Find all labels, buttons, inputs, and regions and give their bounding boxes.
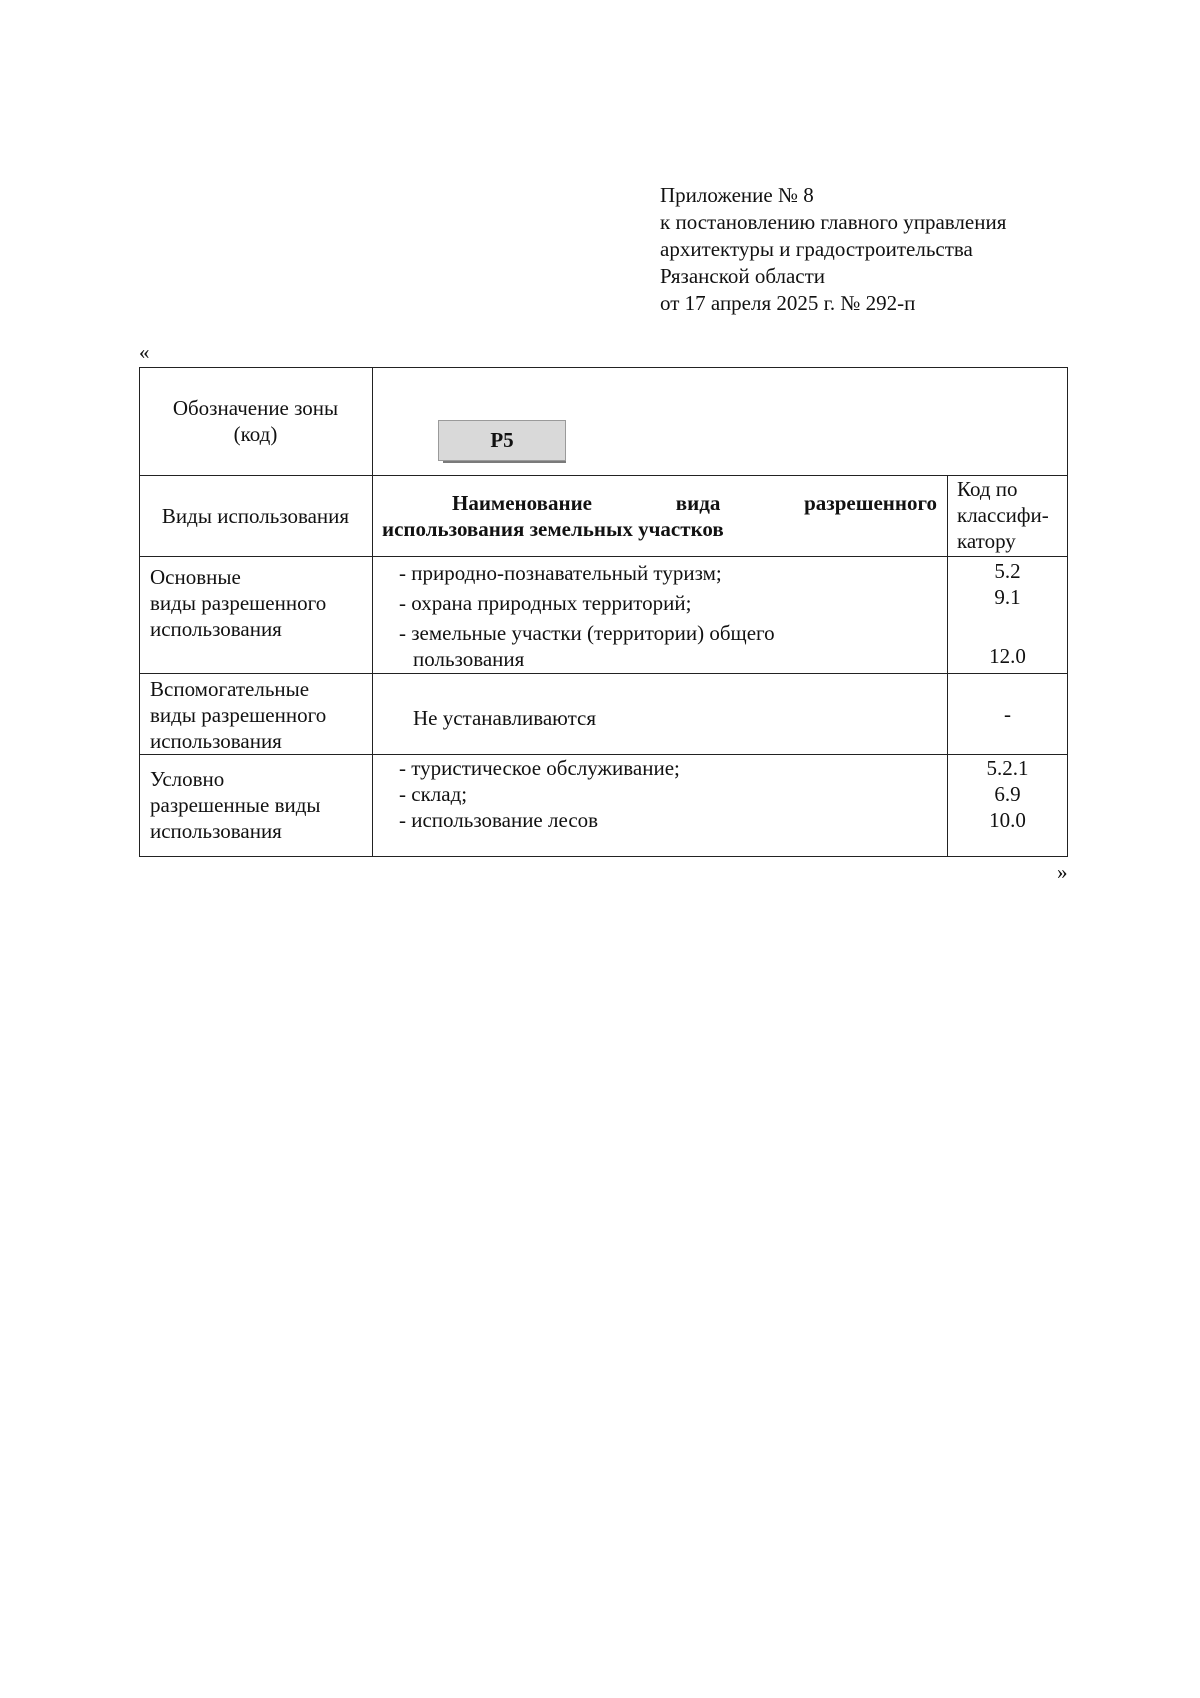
col3-header-line: катору [957,529,1016,553]
closing-quote: » [1057,860,1068,884]
appendix-date-number: от 17 апреля 2025 г. № 292-п [660,291,916,315]
row-type-line: виды разрешенного [150,591,327,615]
table-divider [139,475,1068,476]
list-item: - склад; [399,782,468,806]
list-item: - использование лесов [399,808,599,832]
classifier-code: 5.2 [994,559,1021,583]
row-type-main [150,564,370,642]
table-divider [372,367,373,857]
classifier-code: 9.1 [994,585,1021,609]
classifier-code: 6.9 [994,782,1021,806]
zone-label [139,395,372,447]
col3-header [957,476,1067,554]
classifier-code: 5.2.1 [986,756,1029,780]
row-type-line: Основные [150,565,241,589]
opening-quote: « [139,340,150,364]
col2-header-word: разрешенного [804,491,937,515]
col1-header: Виды использования [161,504,350,528]
row-type-auxiliary [150,676,370,754]
row-type-line: использования [150,617,282,641]
row-items-conditional [399,755,939,833]
row-type-conditional [150,766,370,844]
list-item: - земельные участки (территории) общего [399,621,775,645]
appendix-header [660,182,1006,317]
list-item-continuation: пользования [413,647,525,671]
row-items-main [399,560,939,672]
zone-code: Р5 [490,428,514,452]
table-divider [139,556,1068,557]
row-type-line: Вспомогательные [150,677,310,701]
col3-header-line: Код по [957,477,1018,501]
row-items-auxiliary [413,705,933,731]
appendix-subtitle-line: к постановлению главного управления [660,210,1007,234]
zone-label-line: Обозначение зоны [172,396,339,420]
classifier-code: - [1004,702,1011,726]
col2-header-line2: использования земельных участков [382,517,724,541]
row-codes-conditional [947,755,1068,833]
zone-label-line: (код) [233,422,278,446]
appendix-title: Приложение № 8 [660,183,814,207]
row-codes-main [947,558,1068,669]
row-type-line: Условно [150,767,225,791]
row-type-line: использования [150,729,282,753]
list-item: - туристическое обслуживание; [399,756,680,780]
col3-header-line: классифи- [957,503,1049,527]
row-type-line: разрешенные виды [150,793,321,817]
zone-code-box [438,420,566,461]
table-divider [139,673,1068,674]
row-type-line: использования [150,819,282,843]
classifier-code: 10.0 [989,808,1026,832]
col2-header [382,490,937,542]
appendix-subtitle-line: архитектуры и градостроительства [660,237,973,261]
list-item: - охрана природных территорий; [399,591,692,615]
col2-header-line1 [382,490,937,516]
list-item: - природно-познавательный туризм; [399,561,722,585]
appendix-subtitle-line: Рязанской области [660,264,826,288]
row-type-line: виды разрешенного [150,703,327,727]
col2-header-word: Наименование [452,491,592,515]
classifier-code: 12.0 [989,644,1026,668]
zone-code-box-shadow [443,461,566,463]
row-codes-auxiliary [947,701,1068,727]
col2-header-word: вида [675,491,721,515]
list-item: Не устанавливаются [413,706,597,730]
